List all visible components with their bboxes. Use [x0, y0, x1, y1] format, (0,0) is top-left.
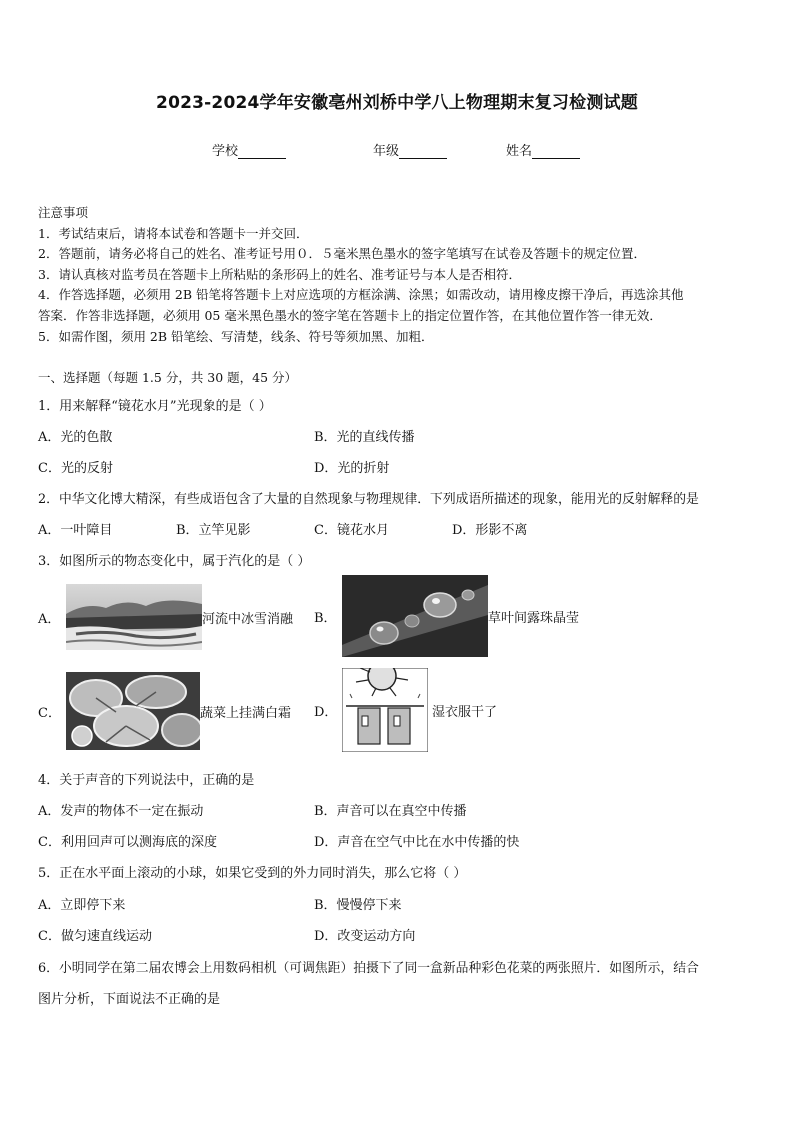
q1-option-d[interactable]: D．光的折射	[314, 461, 390, 476]
exam-title: 2023-2024学年安徽亳州刘桥中学八上物理期末复习检测试题	[156, 93, 638, 113]
q3-option-a[interactable]: A． 河流中冰雪消融	[38, 584, 293, 650]
q4-option-d[interactable]: D．声音在空气中比在水中传播的快	[314, 835, 520, 850]
grade-field[interactable]: 年级	[373, 140, 447, 159]
q3-option-b[interactable]: B． 草叶间露珠晶莹	[314, 575, 579, 657]
frost-leaves-photo	[66, 672, 200, 750]
name-field[interactable]: 姓名	[506, 140, 580, 159]
q2-option-d[interactable]: D．形影不离	[452, 523, 528, 538]
q5-option-d[interactable]: D．改变运动方向	[314, 929, 416, 944]
student-info	[0, 140, 794, 160]
dew-drops-photo	[342, 575, 488, 657]
q1-option-b[interactable]: B．光的直线传播	[314, 430, 415, 445]
q2-option-c[interactable]: C．镜花水月	[314, 523, 389, 538]
note-item: 5．如需作图，须用 2B 铅笔绘、写清楚，线条、符号等须加黑、加粗．	[38, 328, 434, 344]
school-field[interactable]: 学校	[212, 140, 286, 159]
note-item: 2．答题前，请务必将自己的姓名、准考证号用０．５毫米黑色墨水的签字笔填写在试卷及答题卡的规定位置．	[38, 246, 646, 262]
note-item: 4．作答选择题，必须用 2B 铅笔将答题卡上对应选项的方框涂满、涂黑；如需改动，请用橡皮擦干净后，再选涂其他	[38, 287, 684, 303]
q2-option-a[interactable]: A．一叶障目	[38, 523, 113, 538]
q2-option-b[interactable]: B．立竿见影	[176, 523, 251, 538]
q1-option-a[interactable]: A．光的色散	[38, 430, 113, 445]
note-item: 3．请认真核对监考员在答题卡上所粘贴的条形码上的姓名、准考证号与本人是否相符．	[38, 266, 521, 282]
notes-section	[38, 203, 760, 347]
note-item: 答案．作答非选择题，必须用 05 毫米黑色墨水的签字笔在答题卡上的指定位置作答，在其他位置作答一律无效．	[38, 307, 662, 323]
note-item: 1．考试结束后，请将本试卷和答题卡一并交回．	[38, 225, 309, 241]
q3-stem: 3．如图所示的物态变化中，属于汽化的是（ ）	[38, 554, 311, 569]
q5-stem: 5．正在水平面上滚动的小球，如果它受到的外力同时消失，那么它将（ ）	[38, 866, 467, 881]
q4-stem: 4．关于声音的下列说法中，正确的是	[38, 773, 255, 788]
q5-option-c[interactable]: C．做匀速直线运动	[38, 929, 152, 944]
q4-option-a[interactable]: A．发声的物体不一定在振动	[38, 804, 204, 819]
q4-option-b[interactable]: B．声音可以在真空中传播	[314, 804, 467, 819]
q3-option-c[interactable]: C． 蔬菜上挂满白霜	[38, 672, 291, 750]
notes-heading: 注意事项	[38, 205, 89, 220]
q3-option-d[interactable]: D． 湿衣服干了	[314, 668, 497, 752]
drying-clothes-drawing	[342, 668, 428, 752]
q6-stem-line-1: 6．小明同学在第二届农博会上用数码相机（可调焦距）拍摄下了同一盒新品种彩色花菜的两张照片．如图所示，结合	[38, 961, 699, 976]
q4-option-c[interactable]: C．利用回声可以测海底的深度	[38, 835, 217, 850]
q5-option-a[interactable]: A．立即停下来	[38, 898, 126, 913]
q1-option-c[interactable]: C．光的反射	[38, 461, 113, 476]
q5-option-b[interactable]: B．慢慢停下来	[314, 898, 402, 913]
q2-stem: 2．中华文化博大精深，有些成语包含了大量的自然现象与物理规律．下列成语所描述的现象，能用光的反射解释的是	[38, 492, 699, 507]
section-heading: 一、选择题（每题 1.5 分，共 30 题，45 分）	[38, 370, 298, 385]
q1-stem: 1．用来解释“镜花水月”光现象的是（ ）	[38, 399, 272, 414]
q6-stem-line-2: 图片分析，下面说法不正确的是	[38, 992, 221, 1007]
river-ice-photo	[66, 584, 202, 650]
